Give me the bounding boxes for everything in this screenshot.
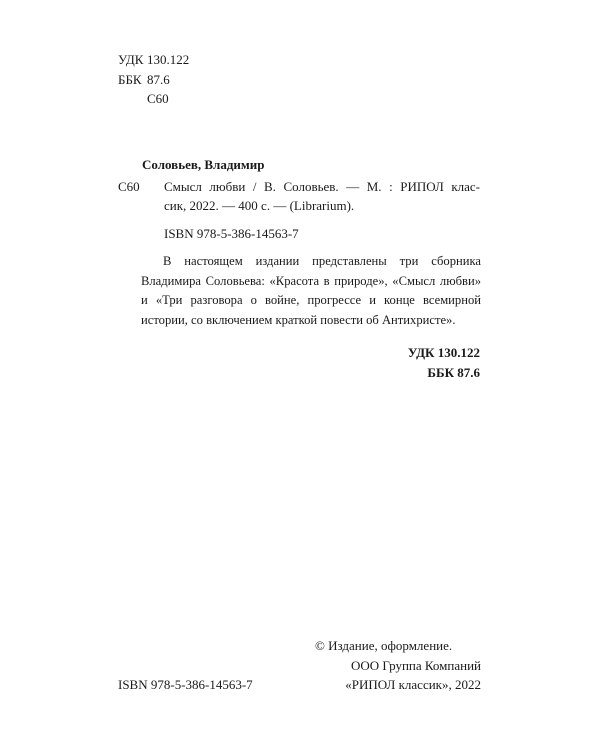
udk-row [118,50,189,70]
copyright-line-1: © Издание, оформление. [315,638,453,653]
bib-cutter-code: С60 [118,179,140,194]
bbk-value: 87.6 [147,71,170,87]
annotation-text: В настоящем издании представлены три сборника Владимира Соловьева: «Красота в природе», «Смысл любви» и «Три разговора о войне, прогрессе и конце всемирной истории, со включением краткой повести об Антихристе». [141,254,481,327]
right-classification-codes [340,343,480,383]
bbk-row [118,70,189,90]
bib-isbn: ISBN 978-5-386-14563-7 [164,226,299,241]
bib-line-2: сик, 2022. — 400 с. — (Librarium). [164,198,355,213]
annotation [141,252,481,330]
udk-value: 130.122 [147,52,190,67]
footer-isbn: ISBN 978-5-386-14563-7 [118,677,253,692]
copyright-line-2: ООО Группа Компаний [351,657,481,673]
copyright-block [305,636,481,695]
bib-line-1: Смысл любви / В. Соловьев. — М. : РИПОЛ клас- [164,179,480,194]
cutter-code: С60 [147,91,169,106]
right-bbk: ББК 87.6 [427,365,480,380]
right-udk: УДК 130.122 [407,345,480,360]
bbk-label: ББК [118,71,142,87]
copyright-line-3: «РИПОЛ классик», 2022 [345,677,481,692]
cutter-row [118,89,189,109]
udk-label: УДК [118,52,144,67]
bibliographic-record [164,177,480,215]
author-heading: Соловьев, Владимир [142,157,265,172]
classification-codes [118,50,189,109]
